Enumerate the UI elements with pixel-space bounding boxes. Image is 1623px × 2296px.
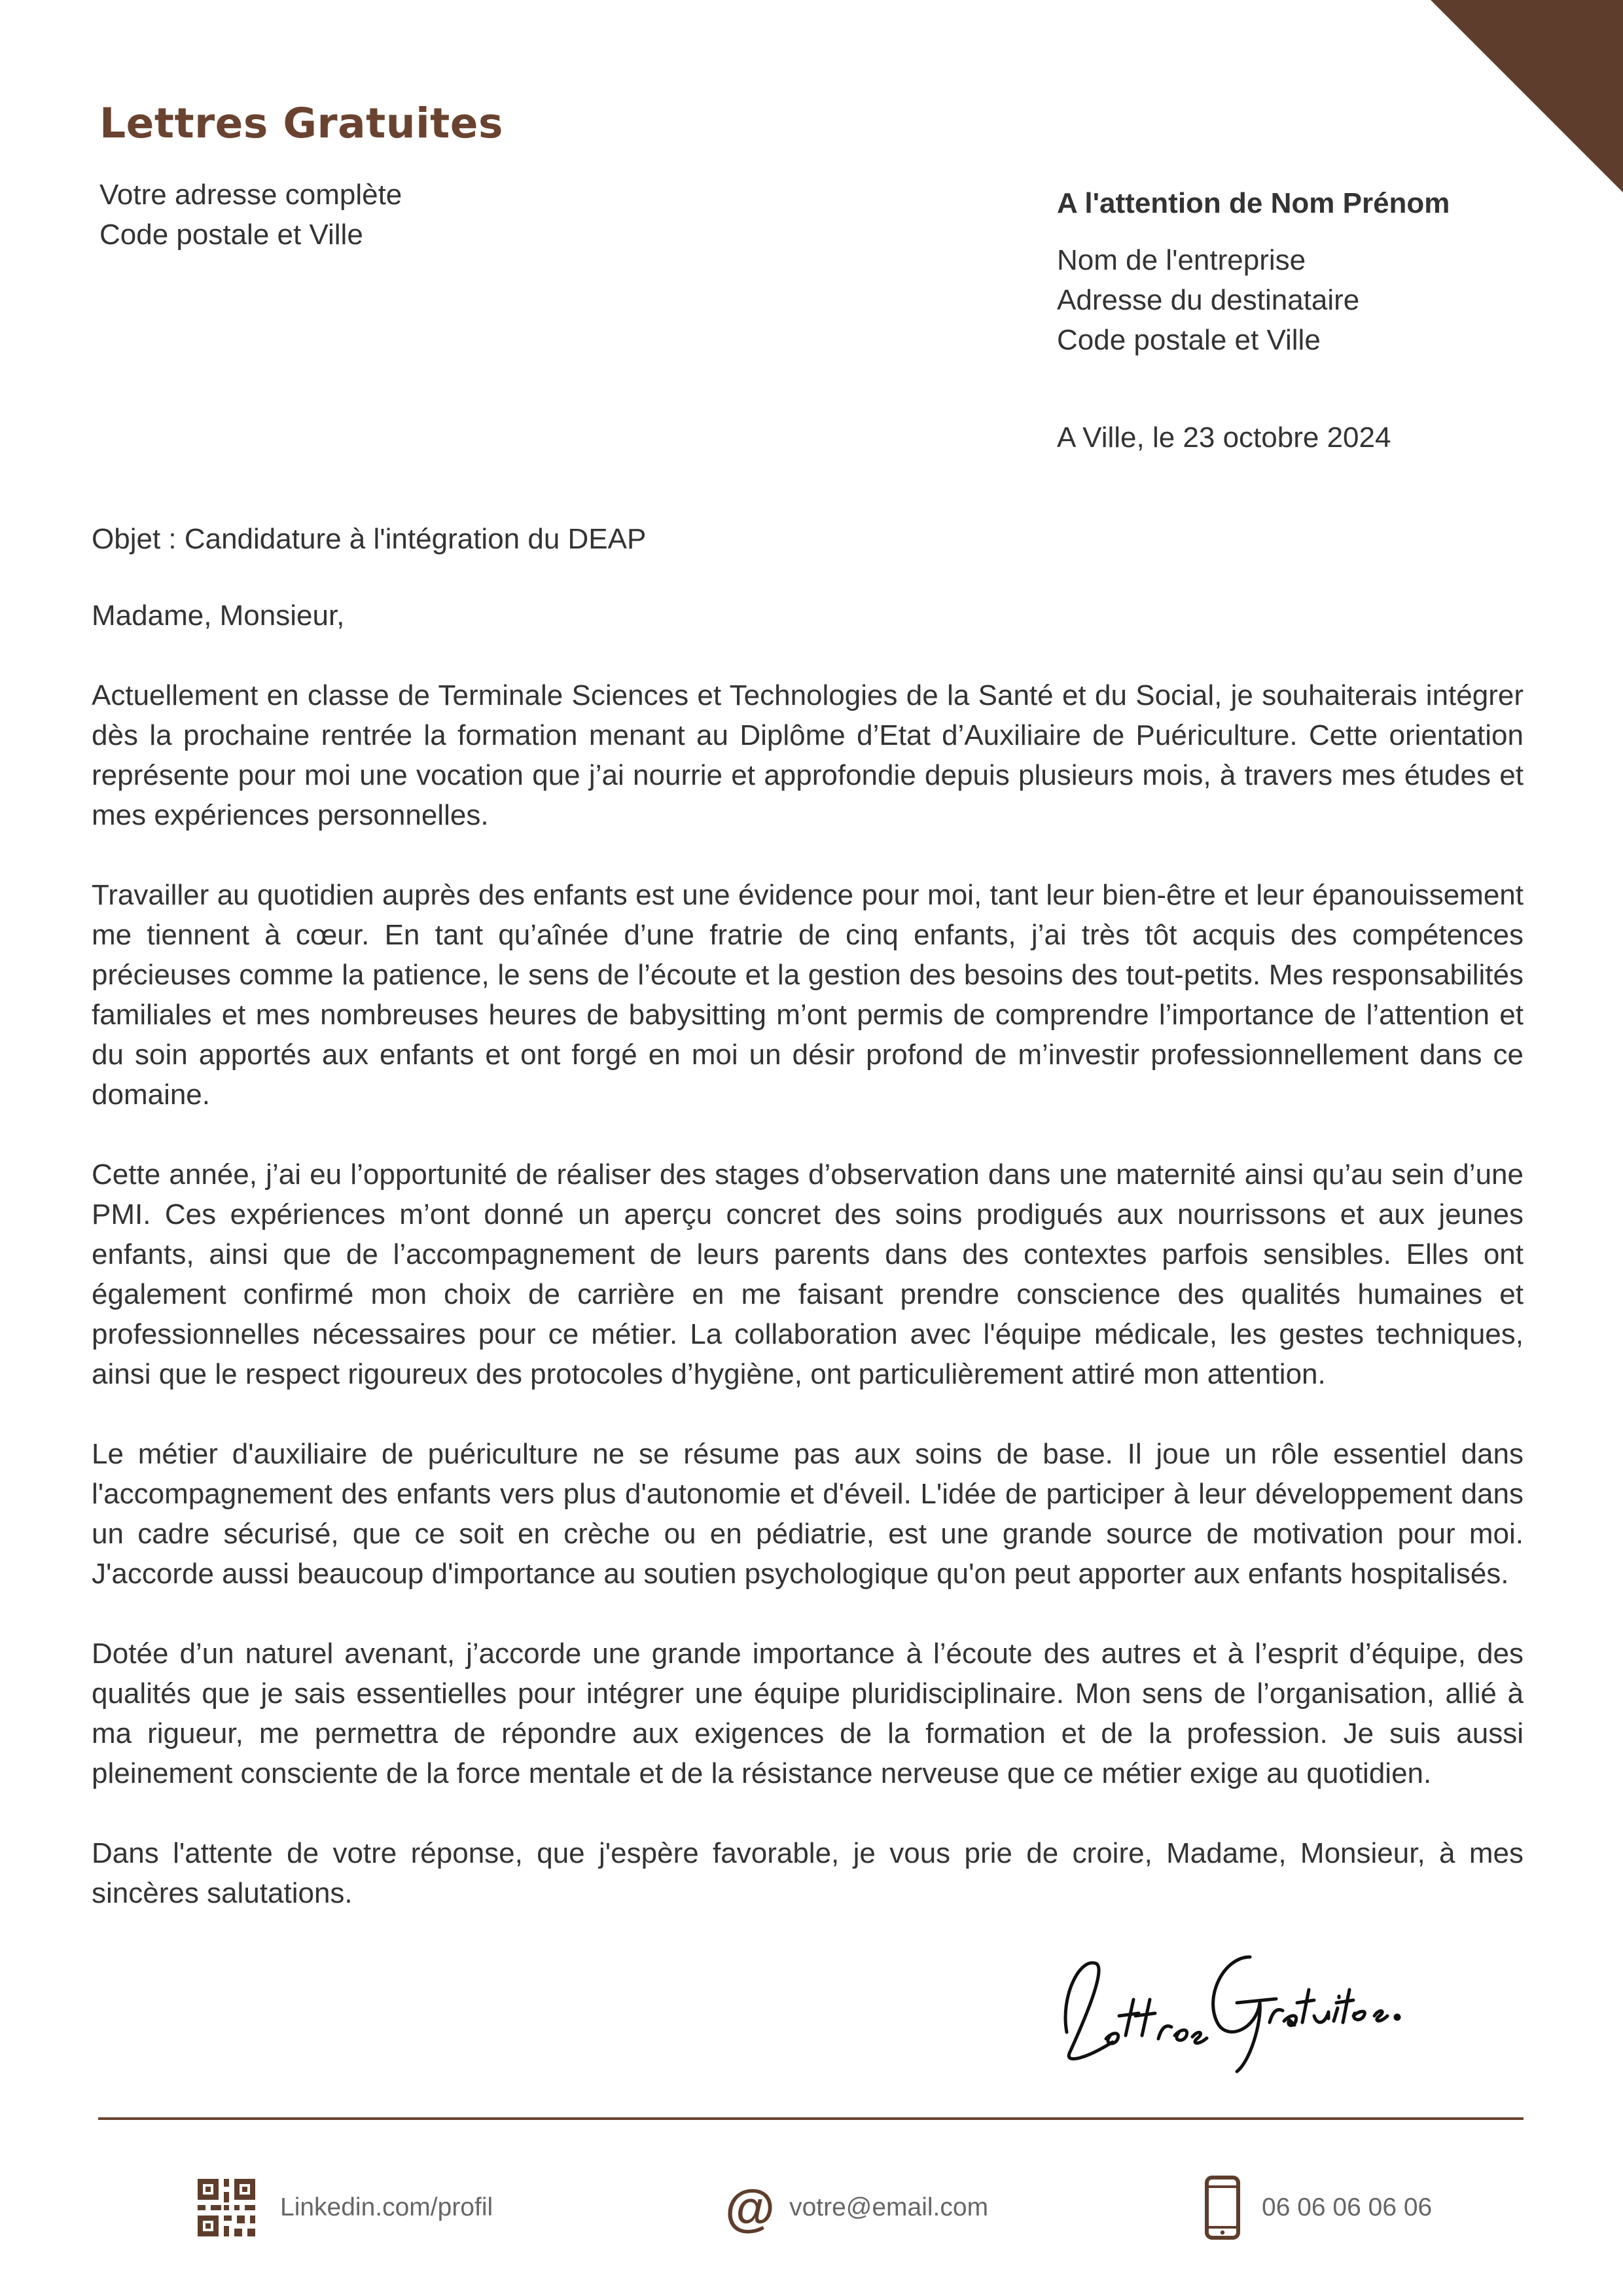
letter-date: A Ville, le 23 octobre 2024	[1057, 422, 1391, 454]
letter-subject: Objet : Candidature à l'intégration du DEAP	[92, 523, 647, 555]
phone-icon	[1203, 2175, 1242, 2240]
paragraph: Travailler au quotidien auprès des enfants est une évidence pour moi, tant leur bien-être et leur épanouissement me tiennent à cœur. En tant qu’aînée d’une fratrie de cinq enfants, j’ai très tôt acquis des compétences précieuses comme la patience, le sens de l’écoute et la gestion des besoins des tout-petits. Mes responsabilités familiales et mes nombreuses heures de babysitting m’ont permis de comprendre l’importance de l’attention et du soin apportés aux enfants et ont forgé en moi un désir profond de m’investir professionnellement dans ce domaine.	[92, 879, 1524, 1111]
letter-body	[92, 675, 1524, 1953]
recipient-address: Adresse du destinataire	[1057, 284, 1360, 316]
corner-decoration	[1431, 0, 1623, 192]
recipient-company: Nom de l'entreprise	[1057, 244, 1306, 276]
handwritten-signature	[1041, 1918, 1407, 2081]
footer	[0, 2172, 1623, 2244]
sender-name: Lettres Gratuites	[99, 99, 504, 147]
footer-phone[interactable]	[1203, 2172, 1432, 2244]
paragraph: Dotée d’un naturel avenant, j’accorde une grande importance à l’écoute des autres et à l’esprit d’équipe, des qualités que je sais essentielles pour intégrer une équipe pluridisciplinaire. Mon sens de l’organisation, allié à ma rigueur, me permettra de répondre aux exigences de la formation et de la profession. Je suis aussi pleinement consciente de la force mentale et de la résistance nerveuse que ce métier exige au quotidien.	[92, 1638, 1524, 1789]
sender-address: Votre adresse complète	[99, 179, 402, 211]
paragraph: Dans l'attente de votre réponse, que j'espère favorable, je vous prie de croire, Madame, Monsieur, à mes sincères salutations.	[92, 1837, 1524, 1909]
footer-linkedin[interactable]	[195, 2172, 493, 2244]
recipient-block	[1057, 183, 1450, 360]
at-icon: @	[725, 2179, 776, 2236]
paragraph: Cette année, j’ai eu l’opportunité de réaliser des stages d’observation dans une maternité ainsi qu’au sein d’une PMI. Ces expériences m’ont donné un aperçu concret des soins prodigués aux nourrissons et aux jeunes enfants, ainsi que de l’accompagnement de leurs parents dans des contextes parfois sensibles. Elles ont également confirmé mon choix de carrière en me faisant prendre conscience des qualités humaines et professionnelles nécessaires pour ce métier. La collaboration avec l'équipe médicale, les gestes techniques, ainsi que le respect rigoureux des protocoles d’hygiène, ont particulièrement attiré mon attention.	[92, 1158, 1524, 1390]
paragraph: Le métier d'auxiliaire de puériculture ne se résume pas aux soins de base. Il joue un rôle essentiel dans l'accompagnement des enfants vers plus d'autonomie et d'éveil. L'idée de participer à leur développement dans un cadre sécurisé, que ce soit en crèche ou en pédiatrie, est une grande source de motivation pour moi. J'accorde aussi beaucoup d'importance au soutien psychologique qu'on peut apporter aux enfants hospitalisés.	[92, 1438, 1524, 1590]
paragraph: Actuellement en classe de Terminale Sciences et Technologies de la Santé et du Social, je souhaiterais intégrer dès la prochaine rentrée la formation menant au Diplôme d’Etat d’Auxiliaire de Puériculture. Cette orientation représente pour moi une vocation que j’ai nourrie et approfondie depuis plusieurs mois, à travers mes études et mes expériences personnelles.	[92, 679, 1524, 831]
footer-email[interactable]	[725, 2172, 988, 2244]
recipient-city: Code postale et Ville	[1057, 324, 1321, 356]
sender-block	[99, 99, 503, 255]
sender-city: Code postale et Ville	[99, 219, 363, 251]
linkedin-link[interactable]: Linkedin.com/profil	[280, 2193, 493, 2221]
letter-greeting: Madame, Monsieur,	[92, 600, 345, 632]
email-link[interactable]: votre@email.com	[789, 2193, 989, 2221]
recipient-attention: A l'attention de Nom Prénom	[1057, 187, 1450, 219]
phone-number[interactable]: 06 06 06 06 06	[1262, 2193, 1433, 2221]
footer-divider	[98, 2117, 1524, 2120]
qr-code-icon	[195, 2176, 258, 2239]
